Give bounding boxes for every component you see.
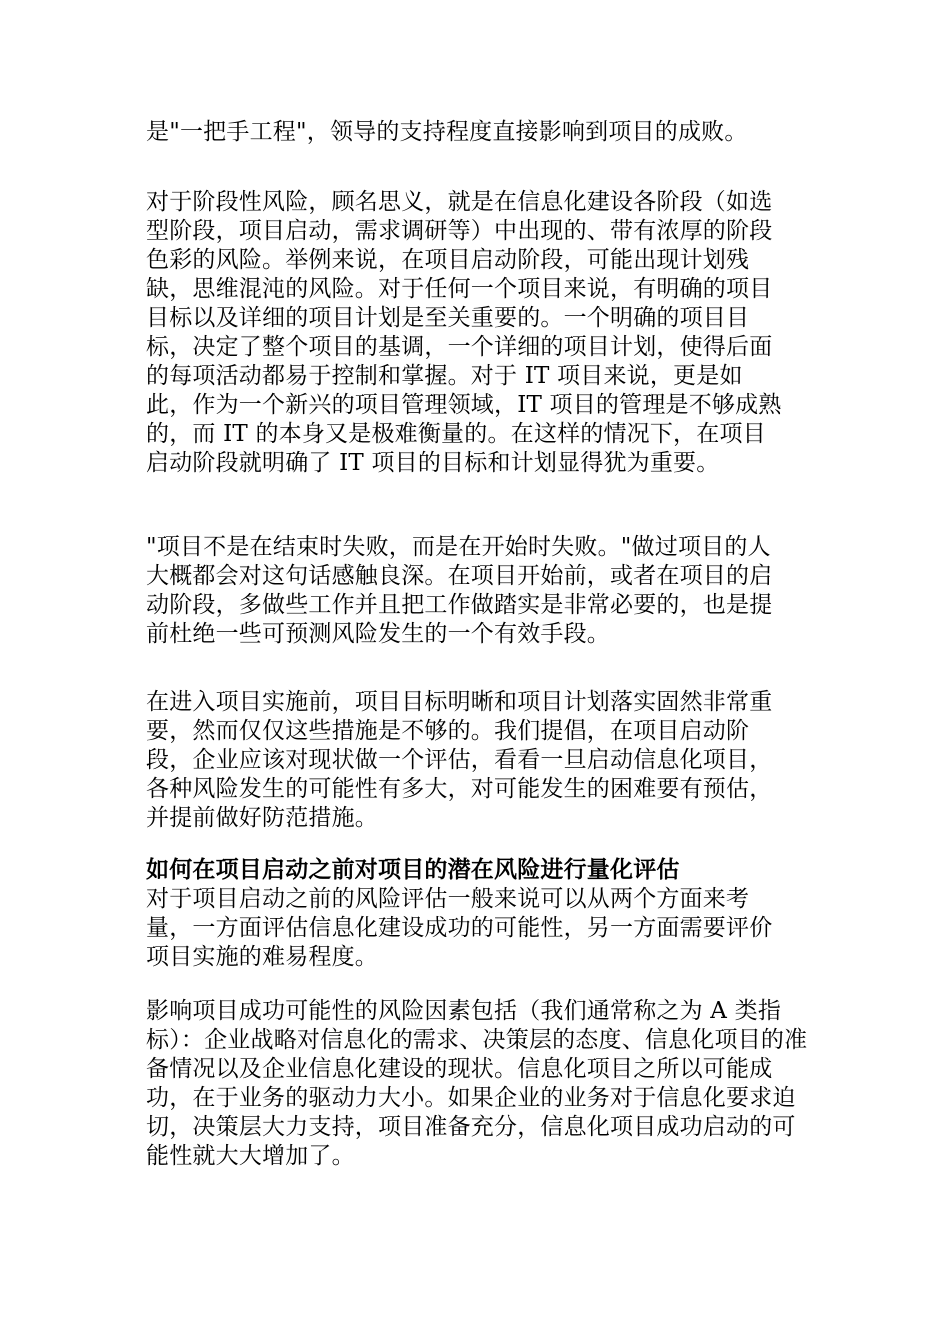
paragraph-5: 对于项目启动之前的风险评估一般来说可以从两个方面来考量，一方面评估信息化建设成功的可能性，另一方面需要评价项目实施的难易程度。 [146, 886, 773, 970]
paragraph-1: 是"一把手工程"，领导的支持程度直接影响到项目的成败。 [146, 119, 748, 145]
paragraph-2: 对于阶段性风险，顾名思义，就是在信息化建设各阶段（如选型阶段，项目启动，需求调研等）中出现的、带有浓厚的阶段色彩的风险。举例来说，在项目启动阶段，可能出现计划残缺，思维混沌的风险。对于任何一个项目来说，有明确的项目目标以及详细的项目计划是至关重要的。一个明确的项目目标，决定了整个项目的基调，一个详细的项目计划，使得后面的每项活动都易于控制和掌握。对于 IT 项目来说，更是如此，作为一个新兴的项目管理领域，IT 项目的管理是不够成熟的，而 IT 的本身又是极难衡量的。在这样的情况下，在项目启动阶段就明确了 IT 项目的目标和计划显得犹为重要。 [146, 189, 782, 476]
paragraph-3: "项目不是在结束时失败，而是在开始时失败。"做过项目的人大概都会对这句话感触良深。在项目开始前，或者在项目的启动阶段，多做些工作并且把工作做踏实是非常必要的，也是提前杜绝一些可预测风险发生的一个有效手段。 [146, 534, 773, 647]
section-heading: 如何在项目启动之前对项目的潜在风险进行量化评估 [146, 857, 680, 883]
paragraph-6: 影响项目成功可能性的风险因素包括（我们通常称之为 A 类指标）：企业战略对信息化的需求、决策层的态度、信息化项目的准备情况以及企业信息化建设的现状。信息化项目之所以可能成功，在于业务的驱动力大小。如果企业的业务对于信息化要求迫切，决策层大力支持，项目准备充分，信息化项目成功启动的可能性就大大增加了。 [146, 998, 808, 1169]
paragraph-4: 在进入项目实施前，项目目标明晰和项目计划落实固然非常重要，然而仅仅这些措施是不够的。我们提倡，在项目启动阶段，企业应该对现状做一个评估，看看一旦启动信息化项目，各种风险发生的可能性有多大，对可能发生的困难要有预估，并提前做好防范措施。 [146, 689, 773, 831]
